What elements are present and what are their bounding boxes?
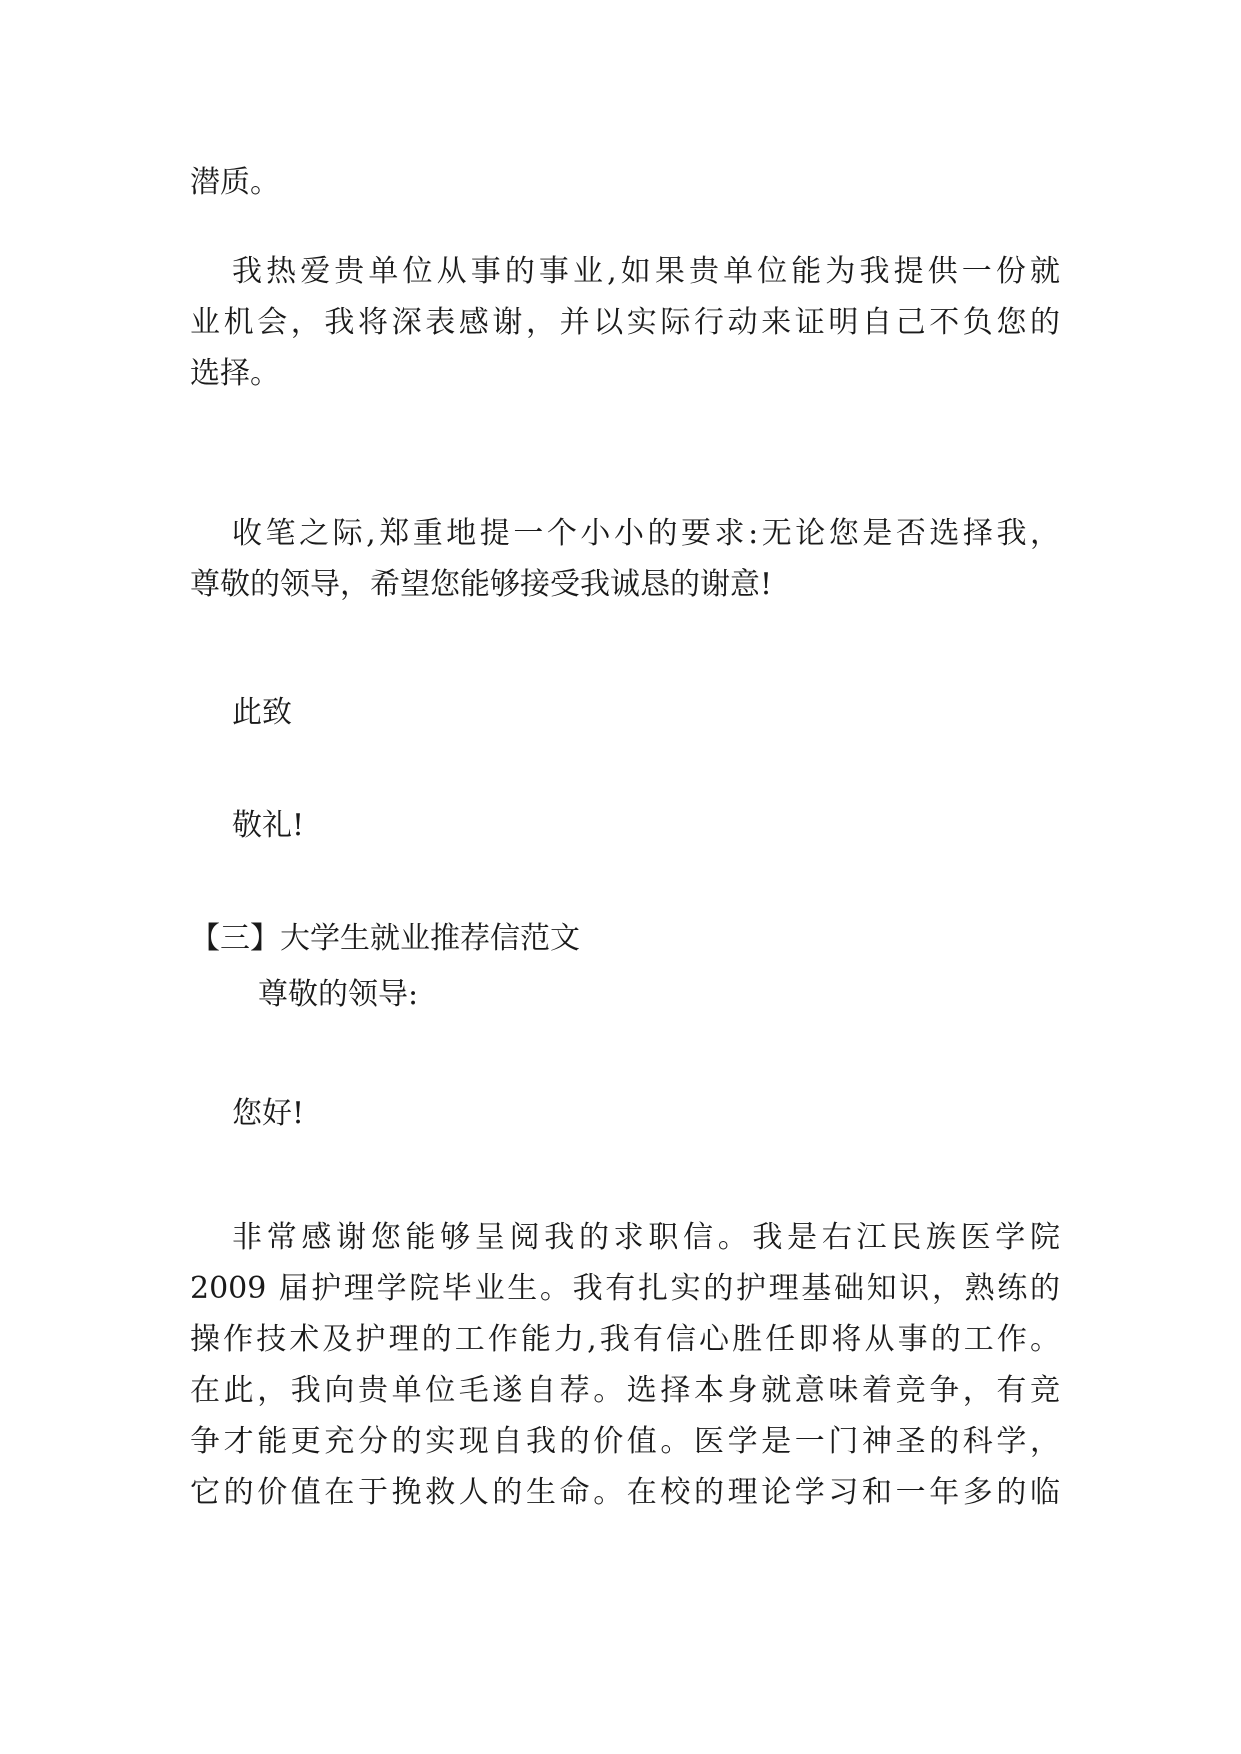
paragraph-4-line-5: 争才能更充分的实现自我的价值。医学是一门神圣的科学，: [190, 1424, 1060, 1459]
greeting: 您好!: [232, 1096, 305, 1131]
salutation: 尊敬的领导:: [258, 977, 419, 1012]
paragraph-3-line-1: 收笔之际,郑重地提一个小小的要求:无论您是否选择我，: [232, 516, 1060, 551]
section-heading: 【三】大学生就业推荐信范文: [190, 921, 580, 956]
closing-salute: 敬礼!: [232, 808, 305, 843]
paragraph-4-line-2: 2009 届护理学院毕业生。我有扎实的护理基础知识，熟练的: [190, 1271, 1060, 1306]
paragraph-2-line-3: 选择。: [190, 356, 280, 391]
paragraph-3-line-2: 尊敬的领导，希望您能够接受我诚恳的谢意!: [190, 567, 773, 602]
closing-this-to: 此致: [232, 695, 292, 730]
paragraph-1-line-1: 潜质。: [190, 165, 280, 200]
paragraph-4-line-4: 在此，我向贵单位毛遂自荐。选择本身就意味着竞争，有竞: [190, 1373, 1060, 1408]
paragraph-4-line-6: 它的价值在于挽救人的生命。在校的理论学习和一年多的临: [190, 1475, 1060, 1510]
paragraph-4-line-1: 非常感谢您能够呈阅我的求职信。我是右江民族医学院: [232, 1220, 1060, 1255]
paragraph-2-line-1: 我热爱贵单位从事的事业,如果贵单位能为我提供一份就: [232, 254, 1060, 289]
paragraph-4-line-3: 操作技术及护理的工作能力,我有信心胜任即将从事的工作。: [190, 1322, 1060, 1357]
paragraph-2-line-2: 业机会，我将深表感谢，并以实际行动来证明自己不负您的: [190, 305, 1060, 340]
